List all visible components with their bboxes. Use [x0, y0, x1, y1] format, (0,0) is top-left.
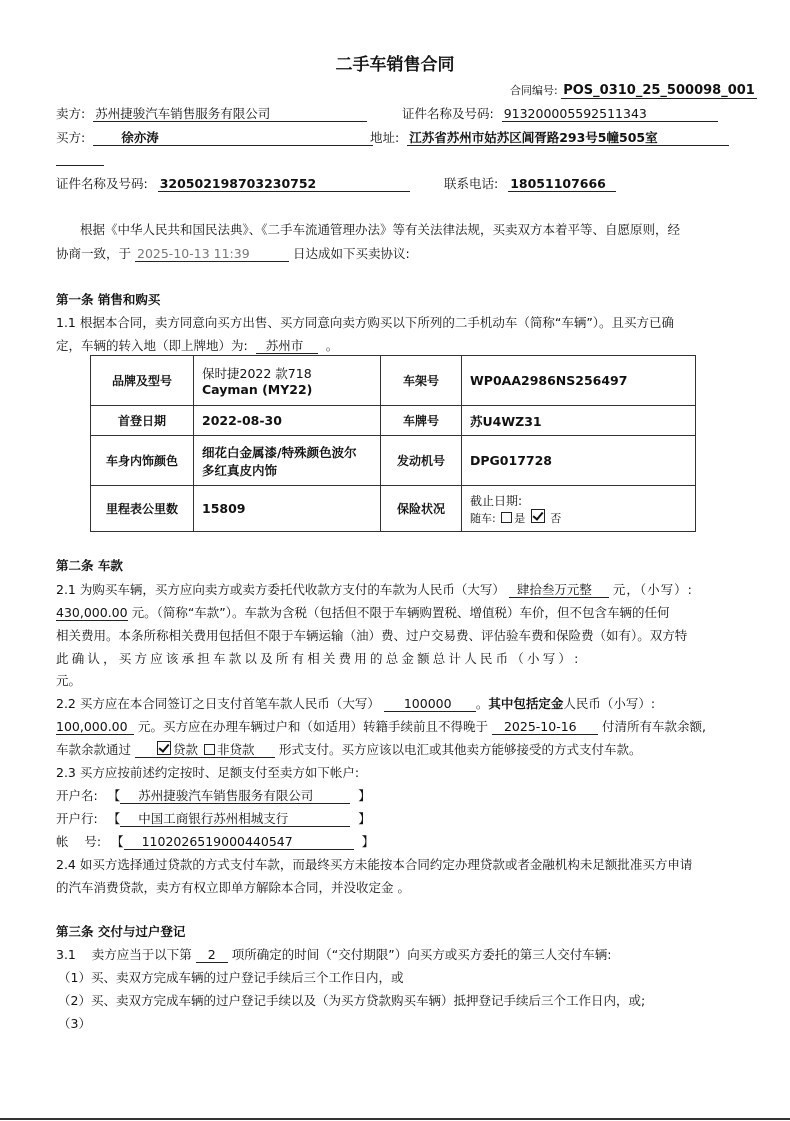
mileage-label: 里程表公里数 [91, 486, 194, 532]
insurance-no-checkbox[interactable] [531, 509, 545, 523]
article-1-title: 第一条 销售和购买 [56, 292, 161, 307]
vehicle-table [90, 355, 696, 532]
article-3-item-2: （2）买、卖双方完成车辆的过户登记手续以及（为买方贷款购买车辆）抵押登记手续后三个工作日内，或; [58, 993, 646, 1008]
intro-line-2 [56, 244, 410, 262]
seller-id-row [402, 104, 718, 122]
buyer-id-label: 证件名称及号码: [56, 176, 148, 191]
reg-date-label: 首登日期 [91, 406, 194, 436]
p22-text-d: 元。买方应在办理车辆过户和（如适用）转籍手续前且不得晚于 [137, 719, 488, 734]
page-bottom-border [0, 1118, 790, 1120]
delivery-option-number: 2 [196, 948, 228, 963]
account-number-row: 帐 号: 【 1102026519000440547 】 [56, 834, 375, 849]
destination-end: 。 [325, 338, 339, 353]
p22-text-g: 形式支付。买方应该以电汇或其他卖方能够接受的方式支付车款。 [278, 742, 642, 757]
table-row [91, 406, 696, 436]
brand-value [194, 356, 381, 406]
account-number-value: 1102026519000440547 [124, 835, 354, 850]
vin-label: 车架号 [381, 356, 462, 406]
table-row [91, 356, 696, 406]
p31-text-b: 项所确定的时间（“交付期限”）向买方或买方委托的第三人交付车辆: [231, 947, 612, 962]
table-row [91, 486, 696, 532]
p22-text-f: 车款余款通过 [56, 742, 132, 757]
agreement-date: 2025-10-13 11:39 [135, 247, 289, 262]
mileage-value: 15809 [194, 486, 381, 532]
amount-upper: 肆拾叁万元整 [509, 583, 609, 598]
seller-id-value: 913200005592511343 [502, 107, 718, 122]
brand-value-line-1: 保时捷2022 款718 [202, 366, 312, 381]
article-2-p23: 2.3 买方应按前述约定按时、足额支付至卖方如下帐户: [56, 765, 360, 780]
intro-line-2-text: 协商一致，于 [56, 246, 132, 261]
buyer-phone-value: 18051107666 [508, 177, 616, 192]
buyer-phone-label: 联系电话: [444, 176, 499, 191]
insurance-with-car-row [470, 509, 687, 526]
non-loan-checkbox[interactable] [204, 744, 215, 755]
destination-city: 苏州市 [256, 339, 318, 354]
insurance-yes-checkbox[interactable] [501, 512, 512, 523]
brand-label: 品牌及型号 [91, 356, 194, 406]
intro-line-1: 根据《中华人民共和国民法典》、《二手车流通管理办法》等有关法律法规，买卖双方本着平等、自愿原则，经 [80, 222, 681, 237]
contract-number-label: 合同编号: [510, 84, 558, 97]
buyer-address-value: 江苏省苏州市姑苏区阊胥路293号5幢505室 [407, 131, 729, 146]
buyer-id-row [56, 174, 410, 192]
article-3-item-3: （3） [58, 1016, 91, 1031]
article-2-p21-line3: 相关费用。本条所称相关费用包括但不限于车辆运输（油）费、过户交易费、评估验车费和保险费（如有）。双方特 [56, 628, 688, 643]
contract-number-value: POS_0310_25_500098_001 [563, 83, 755, 98]
p22-deposit-bold: 其中包括定金 [488, 696, 564, 711]
bank-value: 中国工商银行苏州相城支行 [120, 812, 350, 827]
plate-value: 苏U4WZ31 [462, 406, 696, 436]
bank-row: 开户行: 【 中国工商银行苏州相城支行 】 [56, 811, 371, 826]
contract-number-row [510, 82, 757, 99]
intro-line-2-end: 日达成如下买卖协议: [292, 246, 410, 261]
article-2-p22-line2 [56, 717, 706, 735]
p21-text-c: 元。（简称“车款”）。车款为含税（包括但不限于车辆购置税、增值税）车价，但不包含车辆的任何 [131, 605, 670, 620]
article-3-title: 第三条 交付与过户登记 [56, 924, 186, 939]
article-2-p24-line1: 2.4 如买方选择通过贷款的方式支付车款，而最终买方未能按本合同约定办理贷款或者金融机构未足额批准买方申请 [56, 857, 693, 872]
payment-deadline: 2025-10-16 [492, 720, 598, 735]
article-1-p1-line1: 1.1 根据本合同，卖方同意向买方出售、买方同意向卖方购买以下所列的二手机动车（简称“车辆”）。且买方已确 [56, 315, 675, 330]
vin-value: WP0AA2986NS256497 [462, 356, 696, 406]
engine-value: DPG017728 [462, 436, 696, 486]
loan-label: 贷款 [173, 742, 199, 757]
p22-text-e: 付清所有车款余额, [601, 719, 706, 734]
article-2-p21-line4: 此确认，买方应该承担车款以及所有相关费用的总金额总计人民币（小写）: [56, 651, 582, 666]
account-name-row: 开户名: 【 苏州捷骏汽车销售服务有限公司 】 [56, 788, 371, 803]
address-continuation-line [56, 165, 104, 166]
article-2-p22-line1 [56, 694, 655, 712]
plate-label: 车牌号 [381, 406, 462, 436]
article-3-p31 [56, 945, 611, 963]
reg-date-value: 2022-08-30 [194, 406, 381, 436]
non-loan-label: 非贷款 [217, 742, 255, 757]
article-1-p1-line2 [56, 336, 338, 354]
contract-title: 二手车销售合同 [335, 55, 455, 75]
article-2-p24-line2: 的汽车消费贷款，卖方有权立即单方解除本合同，并没收定金 。 [56, 880, 410, 895]
insurance-yes-label: 是 [514, 511, 526, 525]
color-value-line-1: 细花白金属漆/特殊颜色波尔 [202, 444, 357, 460]
article-2-p21-line1 [56, 580, 693, 598]
p21-text-b: 元，（小写）: [612, 582, 693, 597]
buyer-row [56, 128, 373, 146]
p22-text-b: 。 [475, 696, 489, 711]
table-row [91, 436, 696, 486]
color-label: 车身内饰颜色 [91, 436, 194, 486]
article-2-p21-line5: 元。 [56, 673, 82, 688]
down-payment-lower: 100,000.00 [56, 720, 134, 735]
buyer-phone-row [444, 174, 616, 192]
buyer-address-label: 地址: [370, 130, 400, 145]
buyer-address-row [370, 128, 729, 146]
color-value-line-2: 多红真皮内饰 [202, 462, 278, 478]
insurance-no-label: 否 [550, 511, 562, 525]
insurance-label: 保险状况 [381, 486, 462, 532]
article-3-item-1: （1）买、卖双方完成车辆的过户登记手续后三个工作日内，或 [58, 970, 404, 985]
insurance-deadline: 截止日期: [470, 493, 523, 508]
account-number-label: 帐 号: [56, 834, 102, 849]
p22-text-a: 2.2 买方应在本合同签订之日支付首笔车款人民币（大写） [56, 696, 380, 711]
insurance-value [462, 486, 696, 532]
buyer-name: 徐亦涛 [93, 131, 373, 146]
seller-row [56, 104, 367, 122]
seller-name: 苏州捷骏汽车销售服务有限公司 [93, 107, 367, 122]
insurance-with-car-label: 随车: [470, 511, 496, 525]
article-2-p22-line3 [56, 740, 642, 758]
seller-id-label: 证件名称及号码: [402, 106, 494, 121]
p21-text-a: 2.1 为购买车辆，买方应向卖方或卖方委托代收款方支付的车款为人民币（大写） [56, 582, 505, 597]
color-value [194, 436, 381, 486]
account-name-value: 苏州捷骏汽车销售服务有限公司 [120, 789, 350, 804]
brand-value-line-2: Cayman (MY22) [202, 382, 313, 397]
p22-text-c: 人民币（小写）: [563, 696, 656, 711]
destination-label: 定，车辆的转入地（即上牌地）为: [56, 338, 248, 353]
buyer-label: 买方: [56, 130, 86, 145]
buyer-id-value: 320502198703230752 [158, 177, 410, 192]
article-2-p21-line2 [56, 603, 670, 621]
amount-lower: 430,000.00 [56, 605, 128, 620]
article-2-title: 第二条 车款 [56, 558, 123, 573]
account-name-label: 开户名: [56, 788, 98, 803]
loan-checkbox[interactable] [157, 741, 171, 755]
bank-label: 开户行: [56, 811, 98, 826]
engine-label: 发动机号 [381, 436, 462, 486]
p31-text-a: 3.1 卖方应当于以下第 [56, 947, 192, 962]
payment-method-field [135, 741, 275, 758]
down-payment-upper: 100000 [384, 697, 476, 712]
seller-label: 卖方: [56, 106, 86, 121]
